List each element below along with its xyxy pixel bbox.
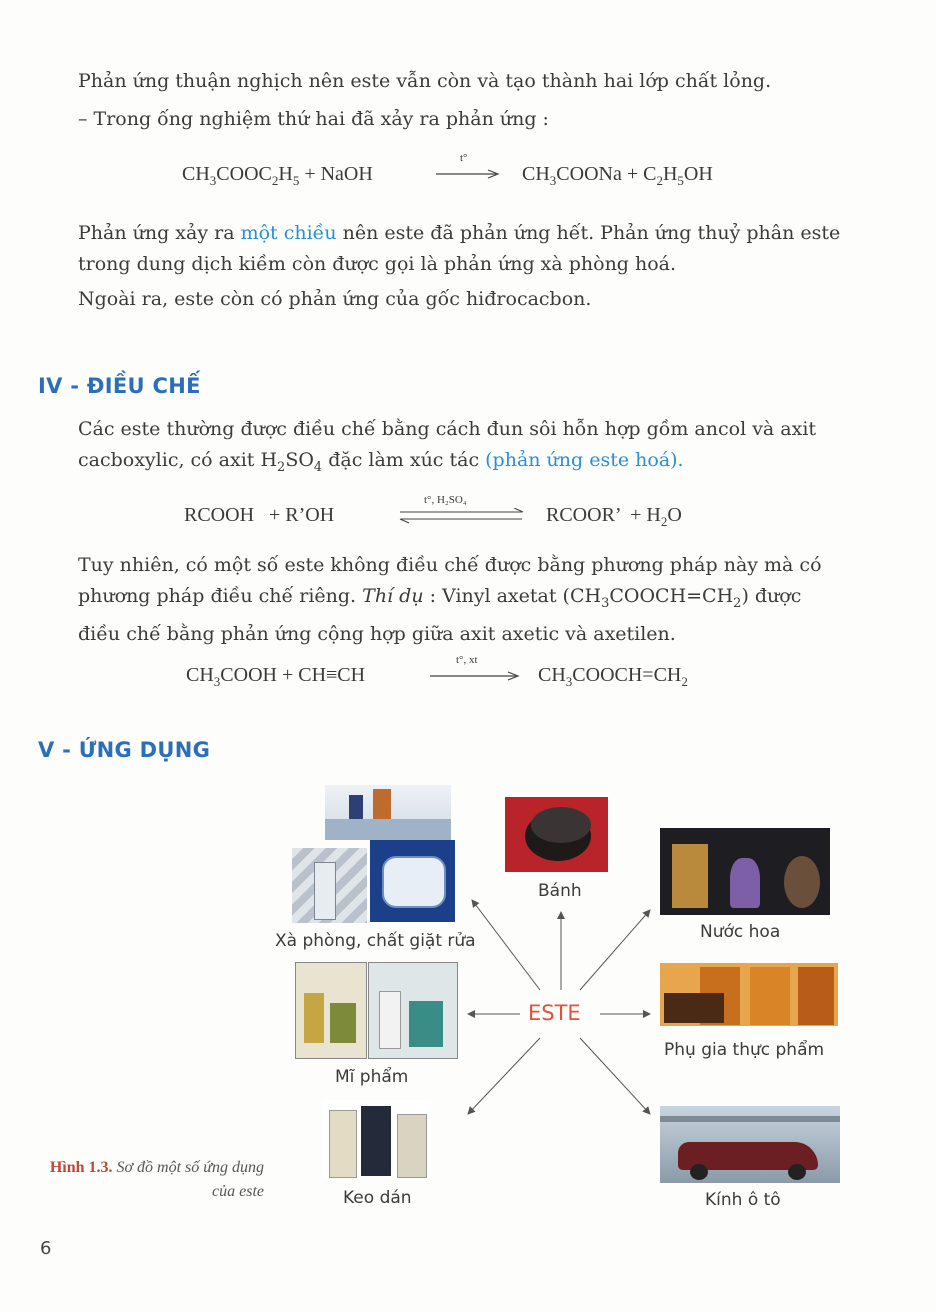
cookie-image	[505, 797, 608, 872]
paragraph-one-way: Phản ứng xảy ra một chiều nên este đã phản ứng hết. Phản ứng thuỷ phân este trong dung dịch kiềm còn được gọi là phản ứng xà phòng hoá.	[78, 222, 841, 275]
equation-vinyl-left: $CH_3COOH + CH\equiv CH$	[186, 664, 366, 689]
perfume-image	[660, 828, 830, 915]
paragraph-second-tube: – Trong ống nghiệm thứ hai đã xảy ra phản ứng :	[78, 108, 549, 130]
equation-esterification-right: RCOOR’ + $H_2O$	[546, 504, 682, 529]
paragraph-vinyl-acetate: Tuy nhiên, có một số este không điều chế được bằng phương pháp này mà có phương pháp điều chế riêng. Thí dụ : Vinyl axetat $(CH_3COOCH=CH_2)$ được điều chế bằng phản ứng cộng hợp giữa axit axetic và axetilen.	[78, 554, 822, 645]
reaction-condition-2: t°, H₂SO₄	[424, 494, 467, 506]
label-banh: Bánh	[538, 881, 582, 901]
food-additive-image	[660, 963, 838, 1026]
cosmetics-image-right	[368, 962, 458, 1059]
equation-saponification-left: $CH_3COOC_2H_5$ + NaOH	[182, 163, 373, 188]
glue-image	[323, 1100, 431, 1178]
paragraph-hydrocarbon: Ngoài ra, este còn có phản ứng của gốc hiđrocacbon.	[78, 288, 592, 310]
cosmetics-image-left	[295, 962, 367, 1059]
link-mot-chieu[interactable]: một chiều	[240, 222, 337, 244]
section-title-dieu-che: IV - ĐIỀU CHẾ	[38, 374, 201, 398]
section-title-ung-dung: V - ỨNG DỤNG	[38, 738, 211, 762]
detergent-pod-image	[370, 840, 455, 922]
label-xa-phong: Xà phòng, chất giặt rửa	[275, 931, 476, 951]
label-keo-dan: Keo dán	[343, 1188, 412, 1208]
reaction-condition-1: t°	[460, 152, 468, 164]
label-nuoc-hoa: Nước hoa	[700, 922, 781, 942]
equation-saponification-right: $CH_3COONa + C_2H_5OH$	[522, 163, 713, 188]
link-este-hoa[interactable]: (phản ứng este hoá).	[485, 449, 684, 471]
paragraph-reversible: Phản ứng thuận nghịch nên este vẫn còn và tạo thành hai lớp chất lỏng.	[78, 70, 772, 92]
reaction-condition-3: t°, xt	[456, 654, 478, 666]
soap-bottle-image	[292, 848, 367, 923]
este-center-label: ESTE	[528, 1001, 581, 1025]
page-number: 6	[40, 1238, 52, 1259]
label-kinh-oto: Kính ô tô	[705, 1190, 781, 1210]
label-phu-gia: Phụ gia thực phẩm	[664, 1040, 825, 1060]
detergent-image-top	[325, 785, 451, 840]
paragraph-esterification: Các este thường được điều chế bằng cách đun sôi hỗn hợp gồm ancol và axit cacboxylic, có axit $H_2SO_4$ đặc làm xúc tác (phản ứng este hoá).	[78, 418, 817, 475]
equation-vinyl-right: $CH_3COOCH=CH_2$	[538, 664, 688, 689]
label-mi-pham: Mĩ phẩm	[335, 1067, 409, 1087]
car-glass-image	[660, 1106, 840, 1183]
figure-caption: Hình 1.3. Sơ đồ một số ứng dụng của este	[49, 1159, 264, 1200]
equation-esterification-left: RCOOH + R’OH	[184, 504, 335, 526]
